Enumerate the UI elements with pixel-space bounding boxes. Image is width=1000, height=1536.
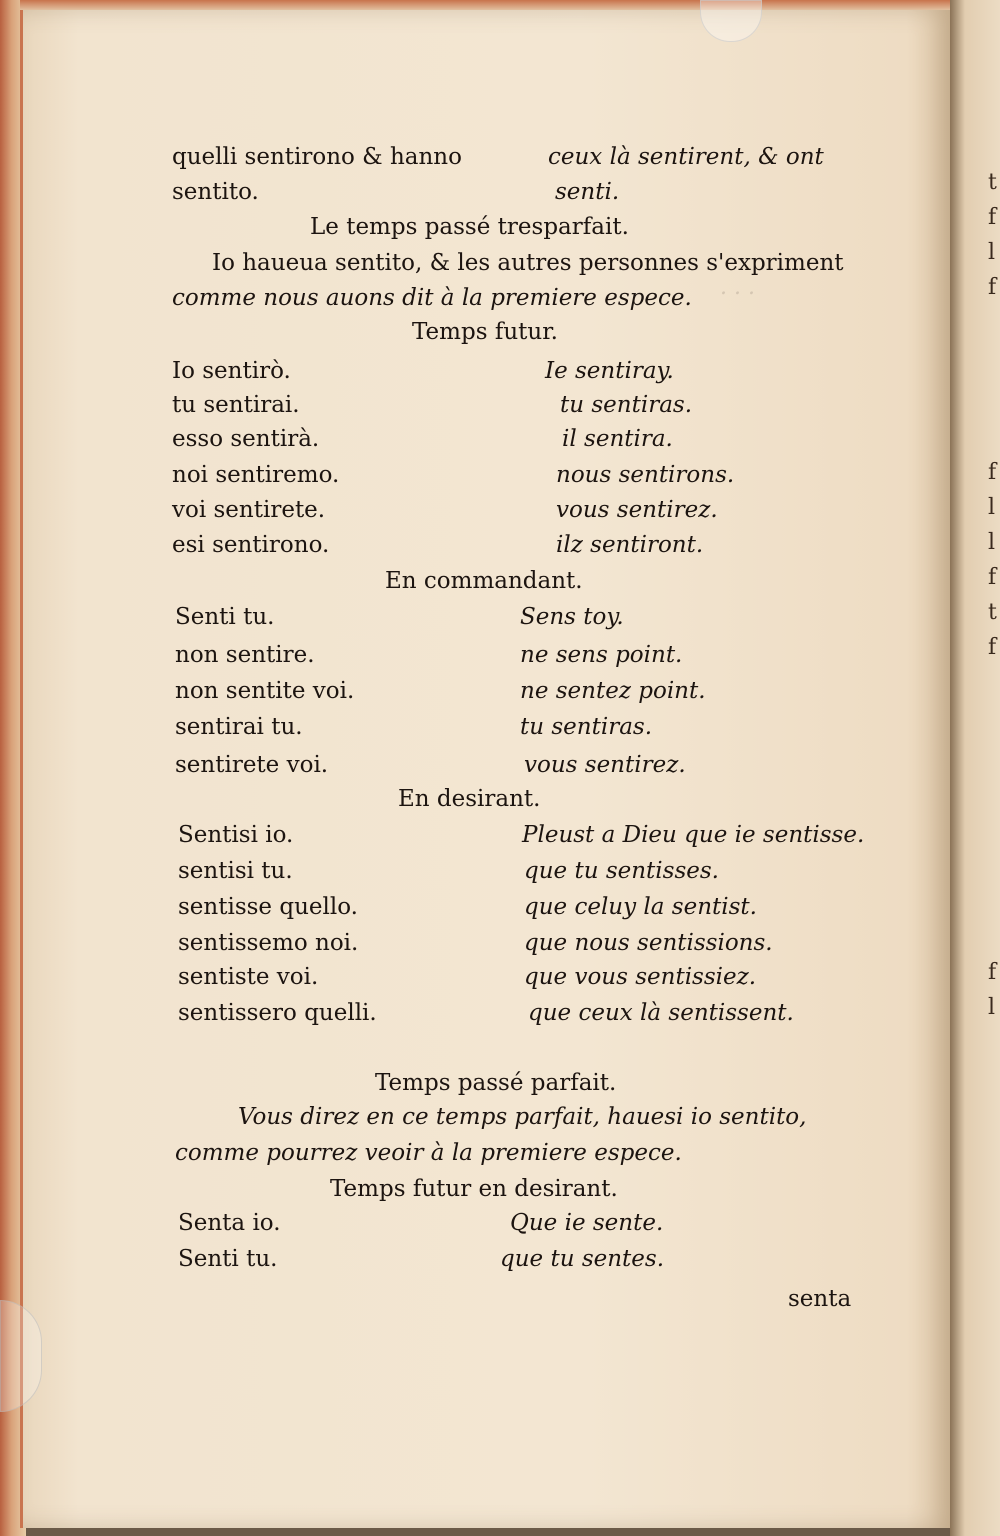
text-line: sentissero quelli. [178,1000,377,1026]
text-line: ne sentez point. [520,678,706,704]
text-line: Que ie sente. [510,1210,664,1236]
text-line: Sens toy. [520,604,624,630]
text-line: vous sentirez. [556,497,718,523]
text-line: que tu sentisses. [524,858,719,884]
text-line: Vous direz en ce temps parfait, hauesi io sentito, [238,1104,807,1130]
section-heading: Temps futur. [412,319,558,345]
section-heading: Le temps passé tresparfait. [310,214,629,240]
text-line: tu sentiras. [560,392,693,418]
text-line: sentiste voi. [178,964,319,990]
text-line: nous sentirons. [556,462,735,488]
text-line: comme nous auons dit à la premiere espece. [172,285,692,311]
text-line: que nous sentissions. [524,930,773,956]
show-through: . . . [720,275,755,300]
text-line: il sentira. [562,426,673,452]
text-line: comme pourrez veoir à la premiere espece. [175,1140,682,1166]
text-line: ne sens point. [520,642,683,668]
text-line: esi sentirono. [172,532,330,558]
text-line: sentito. [172,179,259,205]
text-line: que ceux là sentissent. [528,1000,794,1026]
text-line: esso sentirà. [172,426,320,452]
text-line: tu sentirai. [172,392,300,418]
text-line: quelli sentirono & hanno [172,144,462,170]
text-line: non sentite voi. [175,678,355,704]
text-line: que tu sentes. [500,1246,665,1272]
text-line: Senti tu. [178,1246,278,1272]
text-line: Senti tu. [175,604,275,630]
text-line: tu sentiras. [520,714,653,740]
text-line: sentisse quello. [178,894,358,920]
section-heading: Temps futur en desirant. [330,1176,618,1202]
text-line: Senta io. [178,1210,281,1236]
text-line: sentirai tu. [175,714,303,740]
text-line: sentissemo noi. [178,930,359,956]
text-line: vous sentirez. [524,752,686,778]
section-heading: En desirant. [398,786,541,812]
text-line: senti. [555,179,620,205]
text-line: que celuy la sentist. [524,894,757,920]
text-line: Pleust a Dieu que ie sentisse. [522,822,865,848]
text-line: sentirete voi. [175,752,329,778]
text-line: que vous sentissiez. [524,964,757,990]
text-line: Sentisi io. [178,822,294,848]
text-line: ilz sentiront. [556,532,704,558]
text-line: Io sentirò. [172,358,291,384]
next-page-letters: t f l f f l l f t f f l [988,170,997,1020]
text-line: ceux là sentirent, & ont [548,144,824,170]
catchword: senta [788,1286,852,1312]
section-heading: En commandant. [385,568,583,594]
text-line: voi sentirete. [172,497,326,523]
text-line: noi sentiremo. [172,462,340,488]
text-line: Ie sentiray. [545,358,674,384]
section-heading: Temps passé parfait. [375,1070,617,1096]
text-line: non sentire. [175,642,315,668]
text-line: Io haueua sentito, & les autres personnes s'expriment [212,250,844,276]
text-line: sentisi tu. [178,858,293,884]
